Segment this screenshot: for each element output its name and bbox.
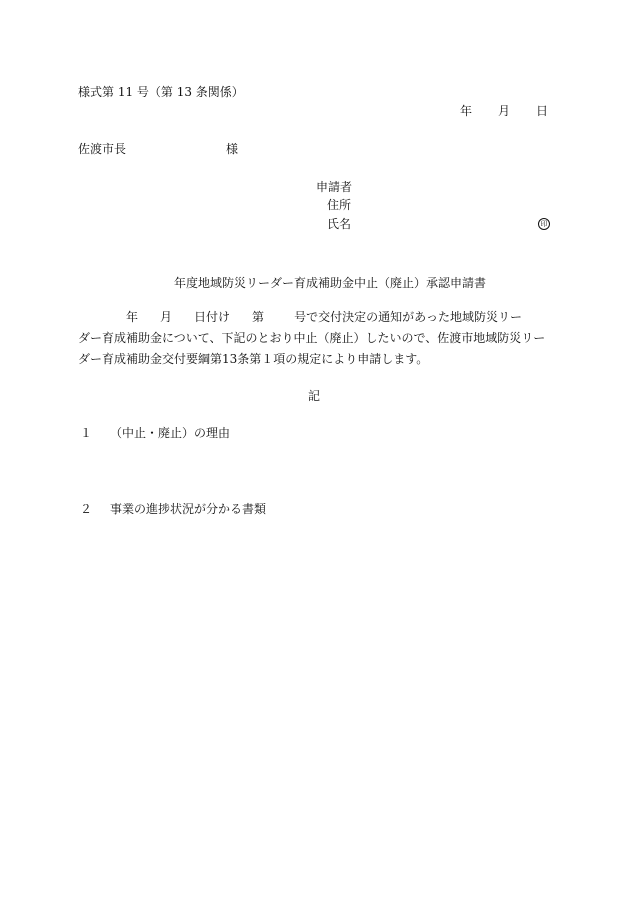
item-2-number: ２ [80,502,93,516]
applicant-label: 申請者 [316,180,353,194]
body-line-2: ダー育成補助金について、下記のとおり中止（廃止）したいので、佐渡市地域防災リー [78,331,546,345]
date-day: 日 [535,104,548,118]
body-day: 日付け [194,310,231,324]
recipient [78,142,238,156]
body-line-3: ダー育成補助金交付要綱第13条第１項の規定により申請します。 [78,352,429,366]
body-line-1-rest: 号で交付決定の通知があった地域防災リー [294,310,522,324]
body-year: 年 [126,310,139,324]
seal-mark: 印 [538,218,550,230]
date-month: 月 [497,104,510,118]
item-1-number: １ [80,426,93,440]
ki-heading: 記 [308,389,321,403]
item-2-text: 事業の進捗状況が分かる書類 [110,502,267,516]
recipient-name: 佐渡市長 [78,142,127,156]
name-label: 氏名 [327,217,352,231]
item-1-text: （中止・廃止）の理由 [110,426,231,440]
date-year: 年 [459,104,472,118]
document-title: 年度地域防災リーダー育成補助金中止（廃止）承認申請書 [174,276,487,290]
address-label: 住所 [327,198,352,212]
body-dai: 第 [252,310,265,324]
date-line [460,104,548,118]
body-month: 月 [160,310,173,324]
item-2 [80,502,266,516]
body-line-1 [78,310,522,324]
form-number: 様式第 11 号（第 13 条関係） [78,85,244,99]
item-1 [80,426,230,440]
recipient-honorific: 様 [226,142,239,156]
